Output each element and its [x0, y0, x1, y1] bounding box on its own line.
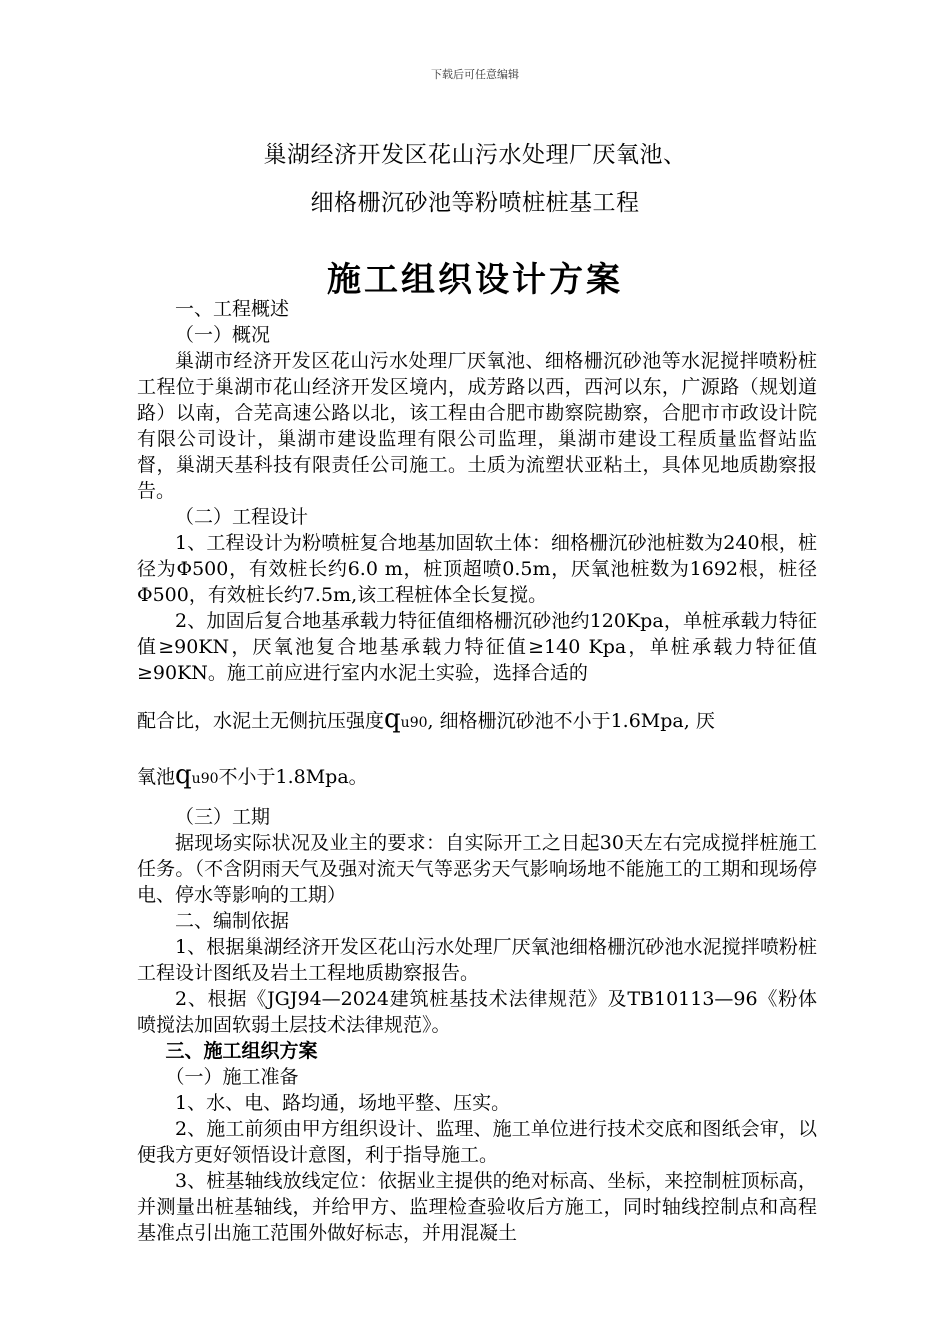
section-1-2-paragraph-3 [137, 694, 817, 748]
section-3-1-heading: （一）施工准备 [165, 1066, 299, 1088]
section-1-heading: 一、工程概述 [175, 298, 290, 320]
document-main-title: 施工组织设计方案 [327, 260, 623, 300]
strength-text-b: , 细格栅沉砂池不小于1.6Mpa, 厌 [427, 710, 715, 732]
q-subscript: u90 [400, 715, 428, 731]
q-symbol-2: q [175, 760, 192, 790]
section-3-paragraph-3: 3、桩基轴线放线定位：依据业主提供的绝对标高、坐标，来控制桩顶标高，并测量出桩基轴线，并给甲方、监理检查验收后方施工，同时轴线控制点和高程基准点引出施工范围外做好标志，并用混凝土 [137, 1170, 817, 1244]
section-3-paragraph-2: 2、施工前须由甲方组织设计、监理、施工单位进行技术交底和图纸会审，以便我方更好领悟设计意图，利于指导施工。 [137, 1118, 817, 1166]
section-2-paragraph-2: 2、根据《JGJ94—2024建筑桩基技术法律规范》及TB10113—96《粉体喷搅法加固软弱土层技术法律规范》。 [137, 988, 817, 1036]
q-symbol: q [384, 704, 401, 734]
project-title-line-1: 巢湖经济开发区花山污水处理厂厌氧池、 [263, 142, 687, 168]
section-3-paragraph-1: 1、水、电、路均通，场地平整、压实。 [175, 1092, 511, 1114]
section-2-paragraph-1: 1、根据巢湖经济开发区花山污水处理厂厌氧池细格栅沉砂池水泥搅拌喷粉桩工程设计图纸及岩土工程地质勘察报告。 [137, 936, 817, 984]
strength-text-a: 配合比，水泥土无侧抗压强度 [137, 710, 385, 732]
section-1-2-paragraph-4 [137, 750, 817, 804]
anaerobic-text-a: 氧池 [137, 766, 176, 788]
section-3-heading: 三、施工组织方案 [165, 1040, 318, 1062]
section-1-1-heading: （一）概况 [175, 324, 271, 346]
anaerobic-text-b: 不小于1.8Mpa。 [218, 766, 368, 788]
q-subscript-2: u90 [191, 771, 219, 787]
section-1-2-paragraph-2: 2、加固后复合地基承载力特征值细格栅沉砂池约120Kpa，单桩承载力特征值≥90KN，厌氧池复合地基承载力特征值≥140 Kpa，单桩承载力特征值≥90KN。施工前应进行室内水泥土实验，选择合适的 [137, 610, 817, 684]
section-1-2-paragraph-1: 1、工程设计为粉喷桩复合地基加固软土体：细格栅沉砂池桩数为240根，桩径为Φ500，有效桩长约6.0 m，桩顶超喷0.5m，厌氧池桩数为1692根，桩径Φ500，有效桩长约7.5m,该工程桩体全长复搅。 [137, 532, 817, 606]
document-body [137, 296, 817, 1246]
section-1-1-paragraph: 巢湖市经济开发区花山污水处理厂厌氧池、细格栅沉砂池等水泥搅拌喷粉桩工程位于巢湖市花山经济开发区境内，成芳路以西，西河以东，广源路（规划道路）以南，合芜高速公路以北，该工程由合肥市勘察院勘察，合肥市市政设计院有限公司设计，巢湖市建设监理有限公司监理，巢湖市建设工程质量监督站监督，巢湖天基科技有限责任公司施工。土质为流塑状亚粘土，具体见地质勘察报告。 [137, 350, 817, 502]
header-note: 下载后可任意编辑 [431, 68, 519, 81]
section-1-2-heading: （二）工程设计 [175, 506, 309, 528]
project-title-line-2: 细格栅沉砂池等粉喷桩桩基工程 [310, 190, 640, 216]
section-1-3-heading: （三）工期 [175, 806, 271, 828]
section-1-3-paragraph: 据现场实际状况及业主的要求：自实际开工之日起30天左右完成搅拌桩施工任务。（不含阴雨天气及强对流天气等恶劣天气影响场地不能施工的工期和现场停电、停水等影响的工期） [137, 832, 817, 906]
section-2-heading: 二、编制依据 [175, 910, 290, 932]
